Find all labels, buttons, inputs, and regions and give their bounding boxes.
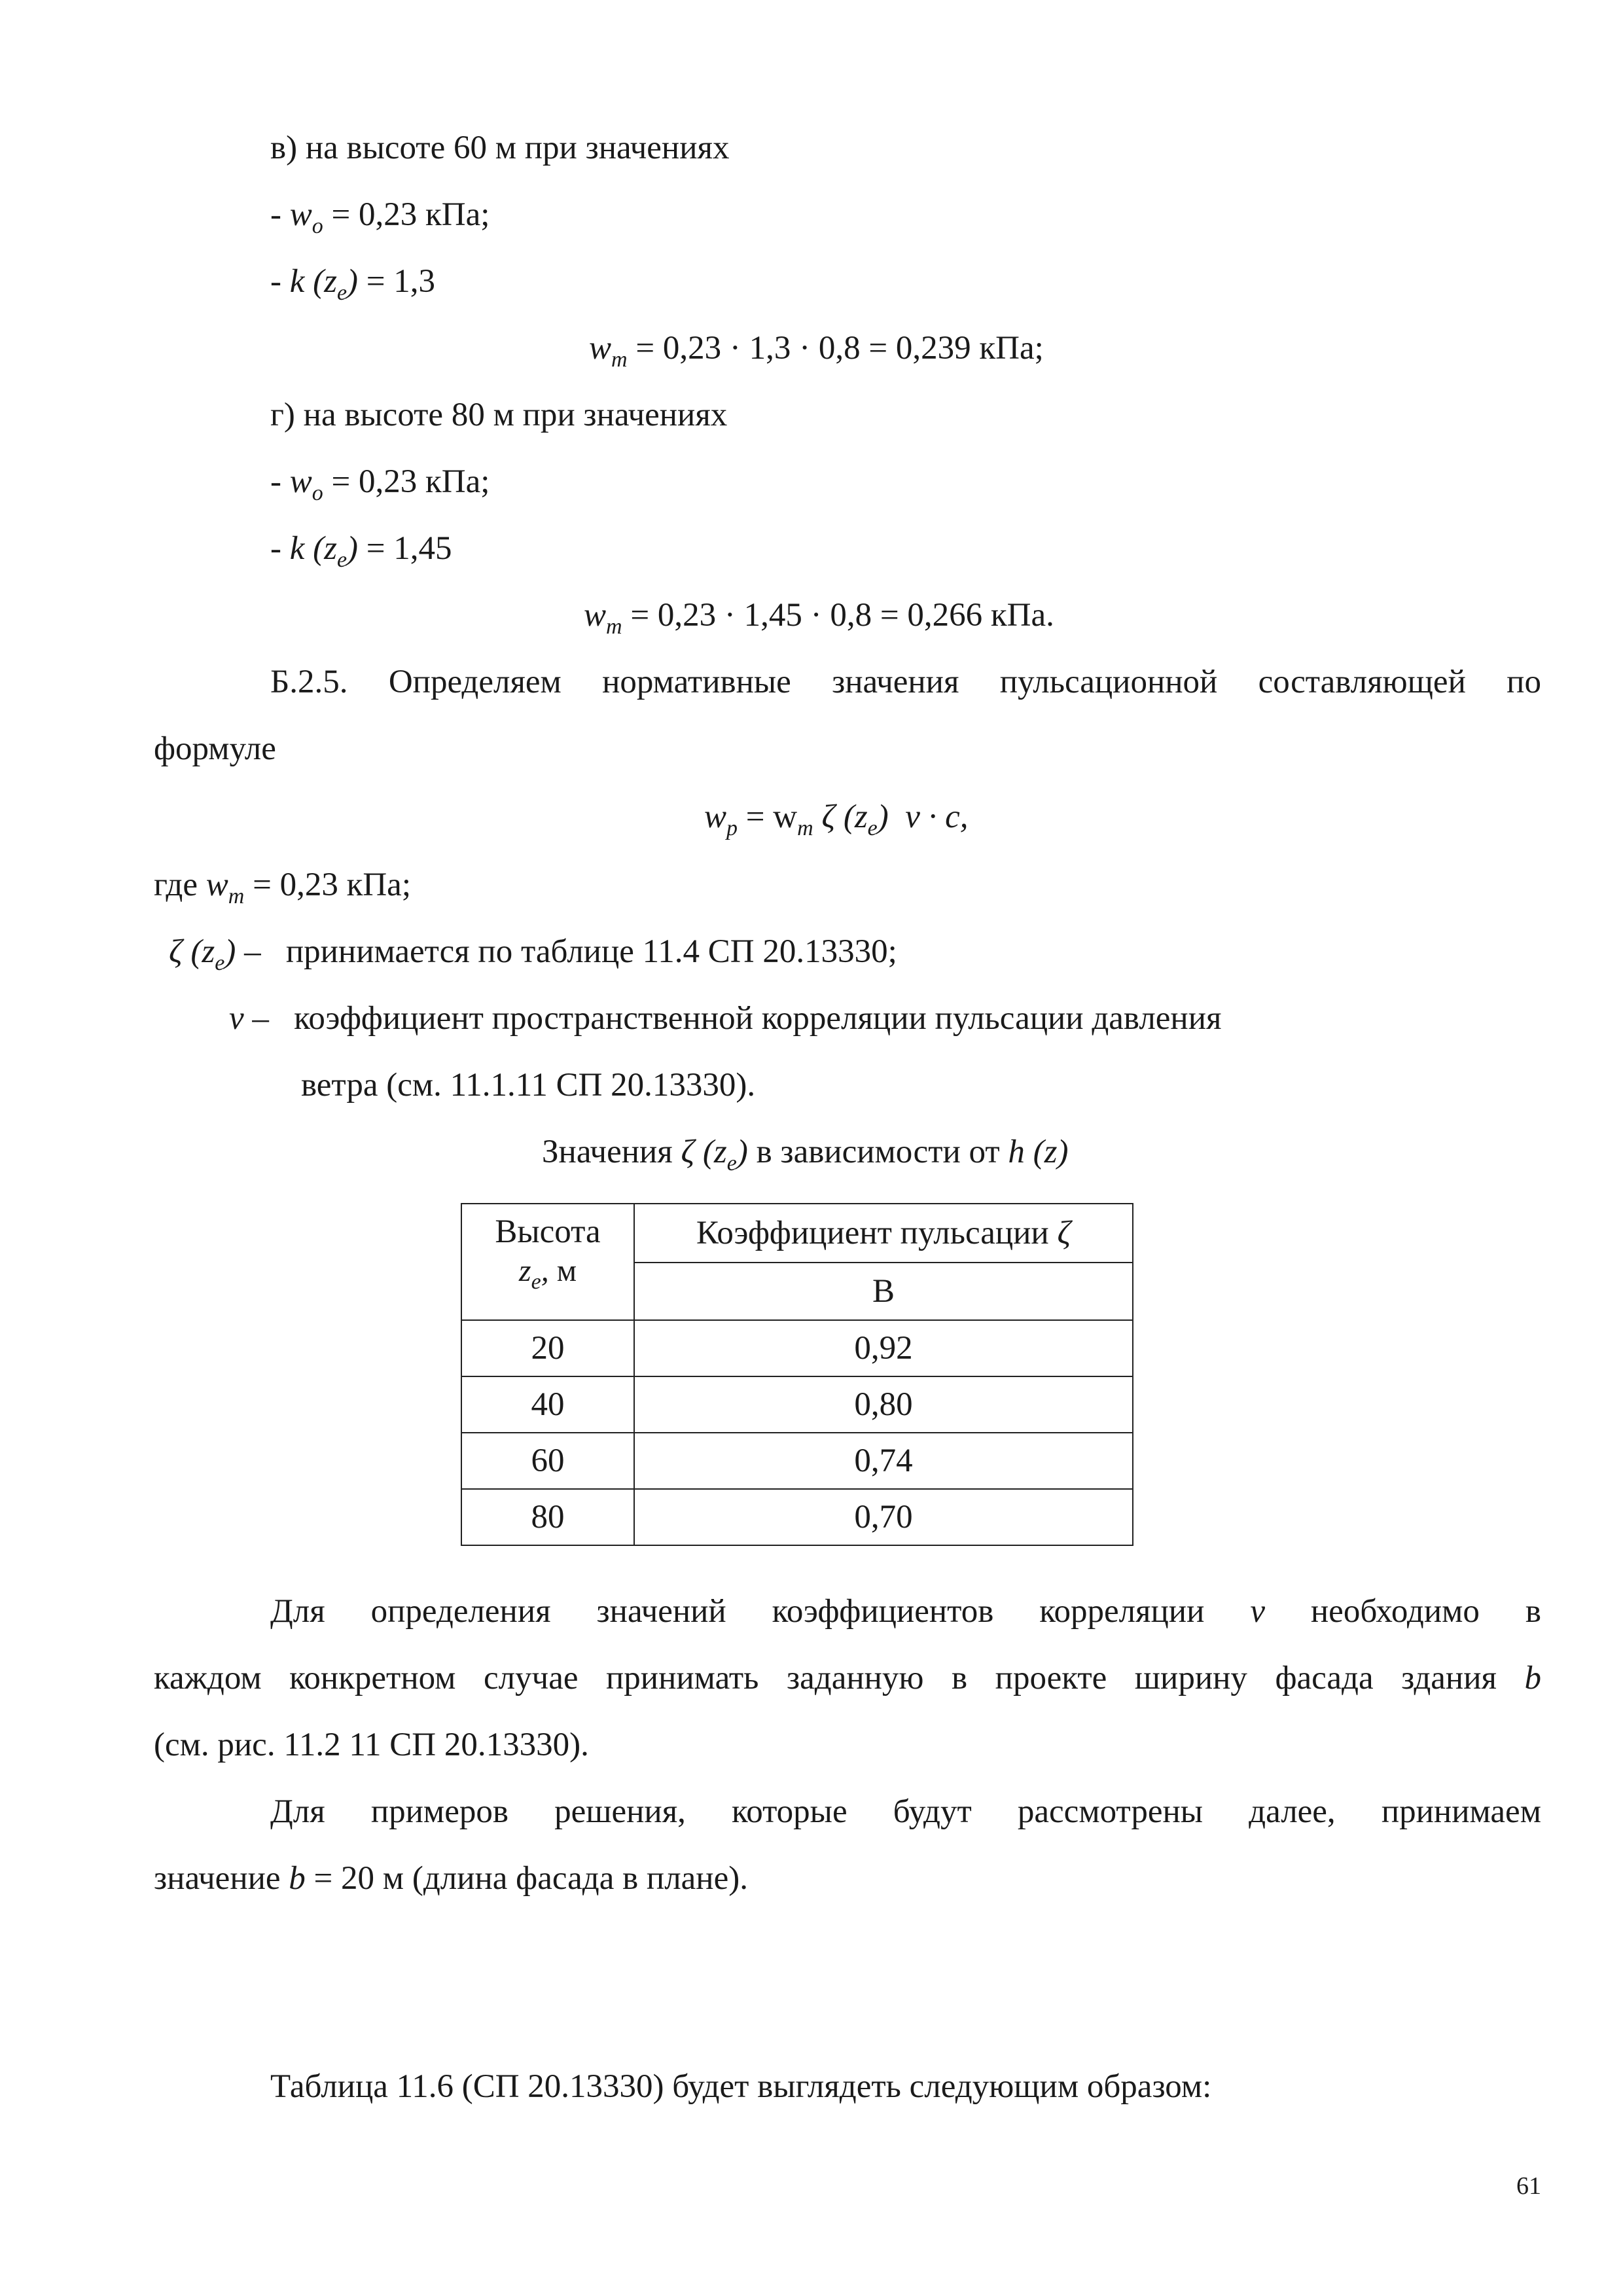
para1-line2: каждом конкретном случае принимать заданную в проекте ширину фасада здания b bbox=[154, 1660, 1541, 1696]
table-caption: Значения ζ $(z_e)$ в зависимости от h (z) bbox=[542, 1134, 1069, 1175]
page-number: 61 bbox=[1516, 2172, 1541, 2200]
b25-line2: формуле bbox=[154, 730, 276, 767]
block-v-wo-line: - $w_o = 0,23$ кПа; bbox=[270, 196, 490, 238]
table-row bbox=[461, 1433, 1133, 1489]
block-g-wo-line: - $w_o = 0,23$ кПа; bbox=[270, 463, 490, 505]
para1-line1: Для определения значений коэффициентов корреляции ν необходимо в bbox=[270, 1593, 1541, 1630]
b25-nu-line2: ветра (см. 11.1.11 СП 20.13330). bbox=[301, 1067, 756, 1103]
table-row bbox=[461, 1376, 1133, 1433]
header-height: Высота $z_e$, м bbox=[461, 1204, 634, 1320]
cell-coefficient: 0,92 bbox=[634, 1320, 1133, 1376]
para1-line3: (см. рис. 11.2 11 СП 20.13330). bbox=[154, 1727, 589, 1763]
b25-formula: $w_p = w_m$ ζ $(z_e) \nu \cdot c$, bbox=[704, 798, 969, 840]
cell-height: 40 bbox=[461, 1376, 634, 1433]
block-v-heading: в) на высоте 60 м при значениях bbox=[270, 130, 730, 166]
block-g-heading: г) на высоте 80 м при значениях bbox=[270, 397, 728, 433]
cell-coefficient: 0,70 bbox=[634, 1489, 1133, 1545]
table-row bbox=[461, 1489, 1133, 1545]
table-row bbox=[461, 1320, 1133, 1376]
cell-coefficient: 0,74 bbox=[634, 1433, 1133, 1489]
cell-height: 80 bbox=[461, 1489, 634, 1545]
b25-zeta-line: ζ $(z_e)$ – принимается по таблице 11.4 СП 20.13330; bbox=[169, 933, 897, 975]
closing-line: Таблица 11.6 (СП 20.13330) будет выглядеть следующим образом: bbox=[270, 2068, 1212, 2105]
zeta-table bbox=[461, 1203, 1133, 1546]
cell-height: 60 bbox=[461, 1433, 634, 1489]
block-g-k-line: - k $(z_e) = 1,45$ bbox=[270, 530, 452, 572]
b25-nu-line1: ν – коэффициент пространственной корреляции пульсации давления bbox=[229, 1000, 1222, 1037]
block-v-k-line: - k $(z_e) = 1,3$ bbox=[270, 263, 436, 305]
cell-height: 20 bbox=[461, 1320, 634, 1376]
b25-where-line: где $w_m = 0,23$ кПа; bbox=[154, 867, 411, 908]
block-v-formula: $w_m = 0,23 \cdot 1,3 \cdot 0,8 = 0,239$ кПа; bbox=[589, 330, 1044, 372]
cell-coefficient: 0,80 bbox=[634, 1376, 1133, 1433]
header-coefficient: Коэффициент пульсации ζ bbox=[634, 1204, 1133, 1263]
header-terrain-type: В bbox=[634, 1263, 1133, 1320]
para2-line1: Для примеров решения, которые будут рассмотрены далее, принимаем bbox=[270, 1793, 1541, 1830]
b25-line1: Б.2.5. Определяем нормативные значения пульсационной составляющей по bbox=[270, 664, 1541, 700]
para2-line2: значение b = 20 м (длина фасада в плане). bbox=[154, 1860, 748, 1897]
block-g-formula: $w_m = 0,23 \cdot 1,45 \cdot 0,8 = 0,266$ кПа. bbox=[584, 597, 1054, 639]
